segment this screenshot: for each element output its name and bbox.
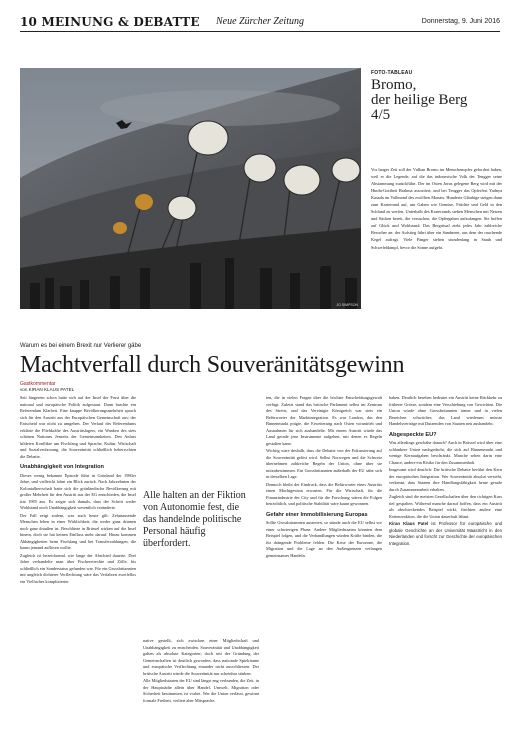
paragraph: Insgesamt wird deutlich: Die britische Debatte berührt den Kern der europäischen Integration. Wer Souveränität absolut versteht, verkennt, dass Staaten ihre Handlungsfähigkeit heute gerade durch Zusammenarbeit erhalten.	[389, 467, 502, 492]
article-headline: Machtverfall durch Souveränitätsgewinn	[20, 352, 405, 378]
paragraph: Zugleich sind die meisten Gesellschaften über den richtigen Kurs tief gespalten. Während manche darauf hoffen, dass ein Austritt als abschreckendes Beispiel wirkt, fürchten andere eine Kettenreaktion, die die Union dauerhaft lähmt.	[389, 494, 502, 519]
paragraph: Zugleich ist bezeichnend, wie lange der Abschied dauerte. Drei Jahre verhandelte man über Fischereirechte und Zölle, bis schließlich ein Sonderstatus gefunden war. Für ein Grossbritannien mit ungleich dichterer Verflechtung wäre das Verfahren zweifellos ein Vielfaches komplizierter.	[20, 552, 136, 584]
photo-credit: JO SIMPSON	[336, 303, 358, 307]
subheading: Gefahr einer Immobilisierung Europas	[266, 511, 368, 518]
article-column-3	[266, 395, 382, 737]
paragraph: Sollte Grossbritannien austreten, so stünde auch die EU selbst vor einer schwierigen Phase. Andere Mitgliedstaaten könnten dem Beispiel folgen, und die Verhandlungen würden Kräfte binden, die für drängende Probleme fehlen. Die Krise der Eurozone, die Migration und die Lage an den Außengrenzen verlangen gemeinsames Handeln.	[266, 520, 382, 558]
gastkommentar-label: Gastkommentar	[20, 381, 56, 387]
masthead: Neue Zürcher Zeitung	[216, 16, 304, 27]
paragraph: Der Fall zeigt zudem, was auch heute gilt: Zehntausende Menschen leben in einer Wirklichkeit, die weder ganz drinnen noch ganz draußen ist. Beschlüsse in Brüssel wirken auf die Insel hinein, doch sie hat keinen Einfluss mehr darauf. Hinzu kommen Abhängigkeiten beim Fischfang und bei Transferzahlungen, die kaum jemand auflösen wollte.	[20, 512, 136, 550]
subheading: Unabhängigkeit von Integration	[20, 464, 104, 470]
article-column-4	[389, 395, 502, 737]
sidebar-title	[371, 78, 502, 123]
sidebar-kicker: FOTO-TABLEAU	[371, 70, 413, 76]
paragraph: native gestellt, sich zwischen einer Mitgliedschaft und Unabhängigkeit zu entscheiden. Souveränität und Unabhängigkeit galten als absolute Kategorien; doch seit der Gründung der Gemeinschaften ist deutlich geworden, dass nationale Spielräume und europäische Verflechtung einander nicht ausschliessen. Der britische Austritt würde die Souveränität nur scheinbar stärken.	[143, 638, 259, 676]
article-overline: Warum es bei einem Brexit nur Verlierer gäbe	[20, 343, 142, 349]
article-column-2	[143, 638, 259, 737]
issue-date: Donnerstag, 9. Juni 2016	[421, 18, 500, 25]
paragraph: haben. Deutlich besehen bedeutet ein Austritt keine Rückkehr zu früherer Grösse, sondern eine Verschiebung von Gewichten. Die Union würde ohne Grossbritannien ärmer und in vielen Bereichen schwächer; das Land wiederum müsste Handelsverträge mit Dutzenden von Staaten neu aushandeln.	[389, 395, 502, 426]
pull-quote: Alle halten an der Fiktion von Autonomie fest, die das handelnde politische Personal häufig überfordert.	[143, 490, 246, 549]
byline: von KIRAN KLAUS PATEL	[20, 387, 75, 392]
paragraph: Alle Mitgliedstaaten der EU sind längst eng verbunden, die Zeit, in der Hauptstädte allein über Handel, Umwelt, Migration oder Sicherheit bestimmten, ist vorbei. Wer die Union verlässt, gewinnt formale Freiheit, verliert aber Mitsprache.	[143, 678, 259, 703]
article-column-1	[20, 395, 136, 737]
paragraph: Dennoch bleibt der Eindruck, dass die Befürworter eines Austritts einen Machtgewinn erwarten. Für die Wirtschaft, für die Finanzindustrie der City und für die Forschung wären die Folgen beträchtlich, und politische Stabilität wäre kaum gewonnen.	[266, 481, 382, 506]
sidebar-title-line2: der heilige Berg	[371, 92, 468, 108]
photo-sidebar	[371, 70, 502, 362]
paragraph: Dieses wenig bekannte Episode führt in Grönland der 1980er Jahre, und vielleicht lohnt ein Blick zurück. Nach Jahrzehnten der Kolonialherrschaft hatte sich die grönländische Bevölkerung mit großer Mehrheit für den Austritt aus der EG entschieden, die Insel trat 1985 aus. Es zeigte sich damals, dass der Schritt weder Wohlstand noch Unabhängigkeit wesentlich veränderte.	[20, 472, 136, 510]
author-bio	[389, 521, 502, 547]
sidebar-title-line1: Bromo,	[371, 77, 417, 93]
paragraph: ten, die in vielen Fragen über die höchste Entscheidungsgewalt verfügt. Zuletzt stand das britische Parlament selbst im Zentrum des Streits, und das Vereinigte Königreich war stets ein Befürworter der Marktintegration. Es war London, das den Binnenmarkt prägte, die Erweiterung nach Osten vorantrieb und Ausnahmen für sich aushandelte. Mit einem Austritt würde das Land gerade jene Instrumente aufgeben, mit denen es Regeln gestalten kann.	[266, 395, 382, 446]
sidebar-text: Vor langer Zeit soll der Vulkan Bromo im Menschenopfer gefordert haben, weil er die Legende, auf die das indonesische Volk der Tengger seine Abstammung zurückführt. Der im Osten Javas gelegene Berg wird mit der Hindu-Gottheit Brahma assoziiert; und bei Tengger das Opferfest Yadnya Kasada im Vollmond des zwölften Monats. Hunderte Gläubige steigen dann zum Kraterrand auf, um Gaben wie Gemüse, Früchte und Geld in den Schlund zu werfen. Unterhalb des Kraterrands stehen Menschen mit Netzen und Säcken bereit, die versuchen, die Opfergaben aufzufangen. Sie hoffen auf Glück und Wohlstand. Das Bergritual zieht jedes Jahr zahlreiche Besucher an; der Aufstieg führt über ein Sandmeer, aus dem der rauchende Kegel aufragt. Viele Fänger stehen stundenlang in Staub und Schwefeldampf, bevor die Sonne aufgeht.	[371, 167, 502, 250]
sidebar-title-line3: 4/5	[371, 107, 391, 123]
paragraph: Wichtig wäre deshalb, dass die Debatte von der Fokussierung auf die Souveränität gelöst wird. Selbst Norwegen und die Schweiz übernehmen zahlreiche Regeln der Union, ohne über sie mitzubestimmen. Ein Grossbritannien außerhalb der EU sähe sich in derselben Lage.	[266, 448, 382, 479]
paragraph: Seit längerem schon hatte sich auf der Insel der Frust über die national und europäische Politik aufgestaut. Dann brachte ein Referendum Klarheit. Eine knappe Bevölkerungsmehrheit sprach sich für den Austritt aus der Europäischen Gemeinschaft aus; der Entscheid war nicht zu umgehen. Der Verlauf des Referendums erklärte die Fliehkräfte des Austrittslagers, ein Wanken des stets schönen Nationes Jenseits der Gemeinsamkeiten. Den Anlass bildeten Konflikte um Fischfang und Sprache, Kultur, Wirtschaft und Sozialverfassung, die Souveränität schließlich beherrschten die Debatte.	[20, 395, 136, 459]
bromo-photo	[20, 68, 361, 309]
subheading: Abgespeckte EU?	[389, 431, 437, 438]
page-header	[20, 12, 500, 32]
author-name: Kiran Klaus Patel	[389, 521, 429, 526]
page-section: 10 MEINUNG & DEBATTE	[20, 15, 200, 29]
author-description: ist Professor für europäische und globale Geschichte an der Universität Maastricht in den Niederlanden und forscht zur Geschichte der europäischen Integration.	[389, 521, 502, 546]
paragraph: Was allerdings geschähe danach? Auch in Brüssel wird über eine schlankere Union nachgedacht, die sich auf Binnenmarkt und wenige Kernaufgaben beschränkt. Manche sehen darin eine Chance, andere ein Risiko für den Zusammenhalt.	[389, 440, 502, 465]
